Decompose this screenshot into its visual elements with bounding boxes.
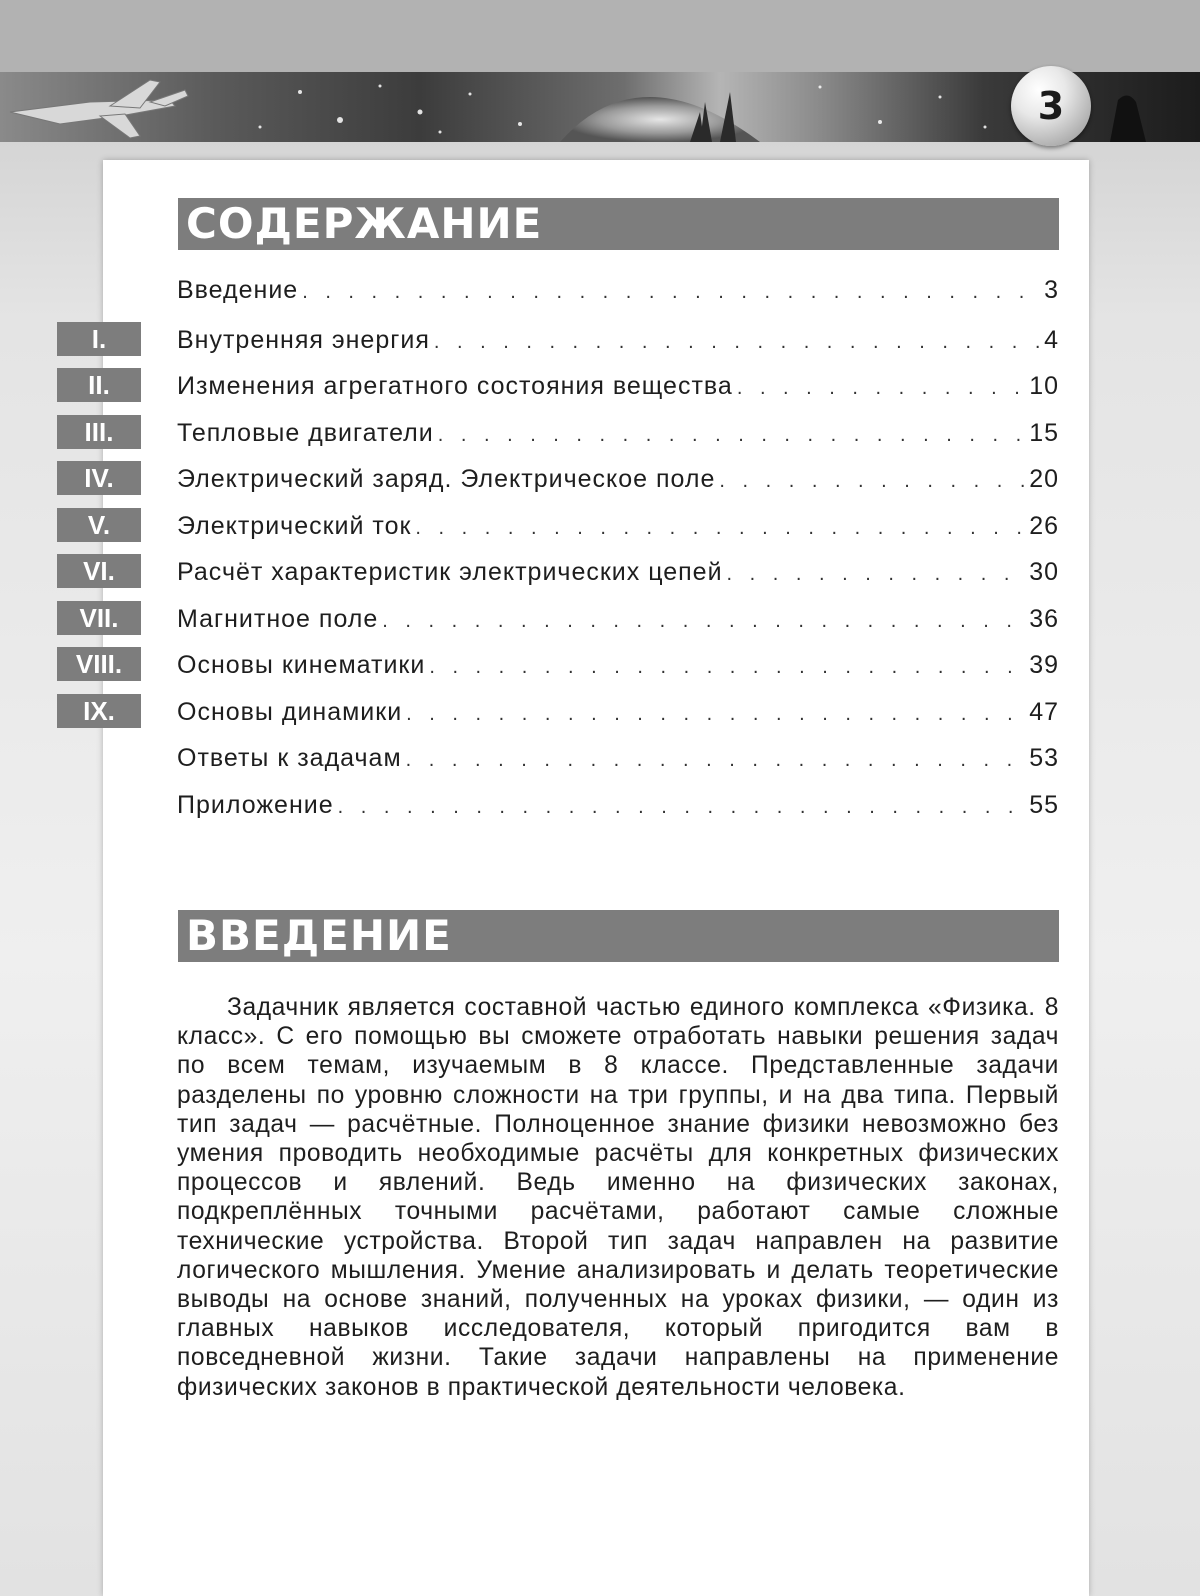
toc-entry-page: 20 xyxy=(1029,465,1059,493)
introduction-heading: ВВЕДЕНИЕ xyxy=(178,910,1059,962)
toc-entry-introduction[interactable] xyxy=(0,272,1200,318)
toc-entry-chapter-8[interactable] xyxy=(0,647,1200,693)
toc-entry-chapter-2[interactable] xyxy=(0,368,1200,414)
toc-leader-dots xyxy=(406,742,1026,778)
toc-entry-chapter-3[interactable] xyxy=(0,415,1200,461)
toc-leader-dots xyxy=(302,274,1040,310)
toc-entry-title: Основы кинематики xyxy=(177,651,426,679)
toc-leader-dots xyxy=(727,556,1026,592)
toc-entry-chapter-9[interactable] xyxy=(0,694,1200,740)
chapter-numeral-badge: VI. xyxy=(57,554,141,588)
introduction-paragraph: Задачник является составной частью единого комплекса «Физика. 8 класс». С его помощью вы сможете отработать навыки решения задач по всем темам, изучаемым в 8 классе. Представленные задачи разделены по уровню сложности на три группы, и на два типа. Первый тип задач — расчётные. Полноценное знание физики невозможно без умения проводить необходимые расчёты для конкретных физических процессов и явлений. Ведь именно на физических законах, подкреплённых точными расчётами, работают самые сложные технические устройства. Второй тип задач направлен на развитие логического мышления. Умение анализировать и делать теоретические выводы на основе знаний, полученных на уроках физики, — один из главных навыков исследователя, который пригодится вам в повседневной жизни. Такие задачи направлены на применение физических законов в практической деятельности человека. xyxy=(177,994,1059,1401)
toc-entry-title: Тепловые двигатели xyxy=(177,419,434,447)
toc-entry-page: 53 xyxy=(1029,744,1059,772)
toc-entry-page: 4 xyxy=(1044,326,1059,354)
toc-entry-page: 36 xyxy=(1029,605,1059,633)
toc-entry-title: Электрический ток xyxy=(177,512,412,540)
toc-entry-page: 3 xyxy=(1044,276,1059,304)
toc-entry-title: Ответы к задачам xyxy=(177,744,402,772)
contents-heading: СОДЕРЖАНИЕ xyxy=(178,198,1059,250)
toc-entry-chapter-4[interactable] xyxy=(0,461,1200,507)
figure-silhouette xyxy=(1110,95,1146,142)
toc-entry-page: 15 xyxy=(1029,419,1059,447)
toc-entry-title: Электрический заряд. Электрическое поле xyxy=(177,465,716,493)
toc-leader-dots xyxy=(382,603,1025,639)
chapter-numeral-badge: V. xyxy=(57,508,141,542)
toc-entry-page: 47 xyxy=(1029,698,1059,726)
top-band xyxy=(0,0,1200,72)
toc-leader-dots xyxy=(737,370,1025,406)
toc-leader-dots xyxy=(438,417,1025,453)
toc-entry-title: Основы динамики xyxy=(177,698,403,726)
chapter-numeral-badge: VIII. xyxy=(57,647,141,681)
toc-leader-dots xyxy=(406,696,1025,732)
toc-entry-title: Магнитное поле xyxy=(177,605,379,633)
chapter-numeral-badge: VII. xyxy=(57,601,141,635)
toc-entry-chapter-5[interactable] xyxy=(0,508,1200,554)
jet-icon xyxy=(10,80,188,138)
chapter-numeral-badge: IX. xyxy=(57,694,141,728)
toc-leader-dots xyxy=(338,789,1026,825)
toc-entry-title: Расчёт характеристик электрических цепей xyxy=(177,558,723,586)
toc-leader-dots xyxy=(415,510,1025,546)
toc-entry-page: 39 xyxy=(1029,651,1059,679)
page-number-badge: 3 xyxy=(1011,66,1091,146)
toc-entry-page: 26 xyxy=(1029,512,1059,540)
toc-leader-dots xyxy=(429,649,1025,685)
toc-leader-dots xyxy=(434,324,1040,360)
toc-entry-title: Внутренняя энергия xyxy=(177,326,430,354)
toc-entry-appendix[interactable] xyxy=(0,787,1200,833)
chapter-numeral-badge: I. xyxy=(57,322,141,356)
toc-entry-title: Приложение xyxy=(177,791,334,819)
toc-entry-answers[interactable] xyxy=(0,740,1200,786)
chapter-numeral-badge: II. xyxy=(57,368,141,402)
chapter-numeral-badge: III. xyxy=(57,415,141,449)
toc-entry-page: 30 xyxy=(1029,558,1059,586)
toc-entry-title: Введение xyxy=(177,276,299,304)
toc-entry-title: Изменения агрегатного состояния вещества xyxy=(177,372,733,400)
toc-entry-chapter-7[interactable] xyxy=(0,601,1200,647)
toc-entry-chapter-1[interactable] xyxy=(0,322,1200,368)
toc-entry-page: 10 xyxy=(1029,372,1059,400)
toc-leader-dots xyxy=(719,463,1025,499)
chapter-numeral-badge: IV. xyxy=(57,461,141,495)
toc-entry-chapter-6[interactable] xyxy=(0,554,1200,600)
toc-entry-page: 55 xyxy=(1029,791,1059,819)
